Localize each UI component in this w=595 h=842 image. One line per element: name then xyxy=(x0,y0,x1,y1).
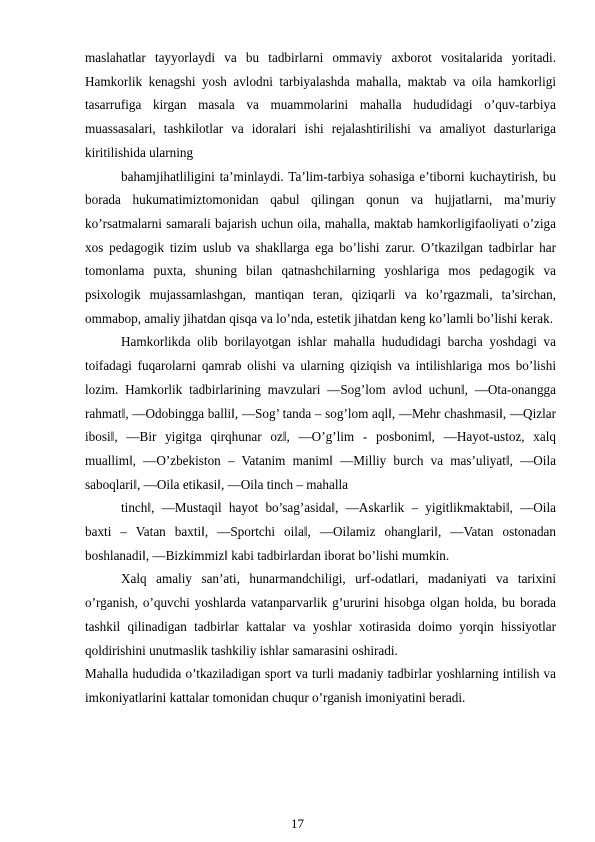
paragraph: maslahatlar tayyorlaydi va bu tadbirlarni ommaviy axborot vositalarida yoritadi. Hamkorlik kenagshi yosh avlodni tarbiyalashda mahalla, maktab va oila hamkorligi tasarrufiga kirgan masala va muammolarini mahalla hududidagi o’quv-tarbiya muassasalari, tashkilotlar va idoralari ishi rejalashtirilishi va amaliyot dasturlariga kiritilishida ularning xyxy=(85,50,556,160)
text-body xyxy=(85,46,556,710)
paragraph: Hamkorlikda olib borilayotgan ishlar mahalla hududidagi barcha yoshdagi va toifadagi fuqarolarni qamrab olishi va ularning qiziqish va intilishlariga mos bo’lishi lozim. Hamkorlik tadbirlarining mavzulari ―Sog’lom avlod uchun‖, ―Ota-onangga rahmat‖, ―Odobingga balli‖, ―Sog’ tanda – sog’lom aql‖, ―Mehr chashmasi‖, ―Qizlar ibosi‖, ―Bir yigitga qirqhunar oz‖, ―O’g’lim - posbonim‖, ―Hayot-ustoz, xalq muallim‖, ―O’zbekiston – Vatanim manim‖ ―Milliy burch va mas’uliyat‖, ―Oila saboqlari‖, ―Oila etikasi‖, ―Oila tinch – mahalla xyxy=(85,334,556,492)
paragraph: bahamjihatliligini ta’minlaydi. Ta’lim-tarbiya sohasiga e’tiborni kuchaytirish, bu borada hukumatimiztomonidan qabul qilingan qonun va hujjatlarni, ma’muriy ko’rsatmalarni samarali bajarish uchun oila, mahalla, maktab hamkorligifaoliyati o’ziga xos pedagogik tizim uslub va shakllarga ega bo’lishi zarur. O’tkazilgan tadbirlar har tomonlama puxta, shuning bilan qatnashchilarning yoshlariga mos pedagogik va psixologik mujassamlashgan, mantiqan teran, qiziqarli va ko’rgazmali, ta’sirchan, ommabop, amaliy jihatdan qisqa va lo’nda, estetik jihatdan keng ko’lamli bo’lishi kerak. xyxy=(85,168,556,326)
page-number: 17 xyxy=(291,816,304,831)
paragraph: Xalq amaliy san’ati, hunarmandchiligi, urf-odatlari, madaniyati va tarixini o’rganish, o’quvchi yoshlarda vatanparvarlik g’ururini hisobga olgan holda, bu borada tashkil qilinadigan tadbirlar kattalar va yoshlar xotirasida doimo yorqin hissiyotlar qoldirishini unutmaslik tashkiliy ishlar samarasini oshiradi. xyxy=(85,571,556,658)
paragraph: Mahalla hududida o’tkaziladigan sport va turli madaniy tadbirlar yoshlarning intilish va imkoniyatlarini kattalar tomonidan chuqur o’rganish imoniyatini beradi. xyxy=(85,666,556,705)
paragraph: tinch‖, ―Mustaqil hayot bo’sag’asida‖, ―Askarlik – yigitlikmaktabi‖, ―Oila baxti – Vatan baxti‖, ―Sportchi oila‖, ―Oilamiz ohanglari‖, ―Vatan ostonadan boshlanadi‖, ―Bizkimmiz‖ kabi tadbirlardan iborat bo’lishi mumkin. xyxy=(85,500,556,563)
